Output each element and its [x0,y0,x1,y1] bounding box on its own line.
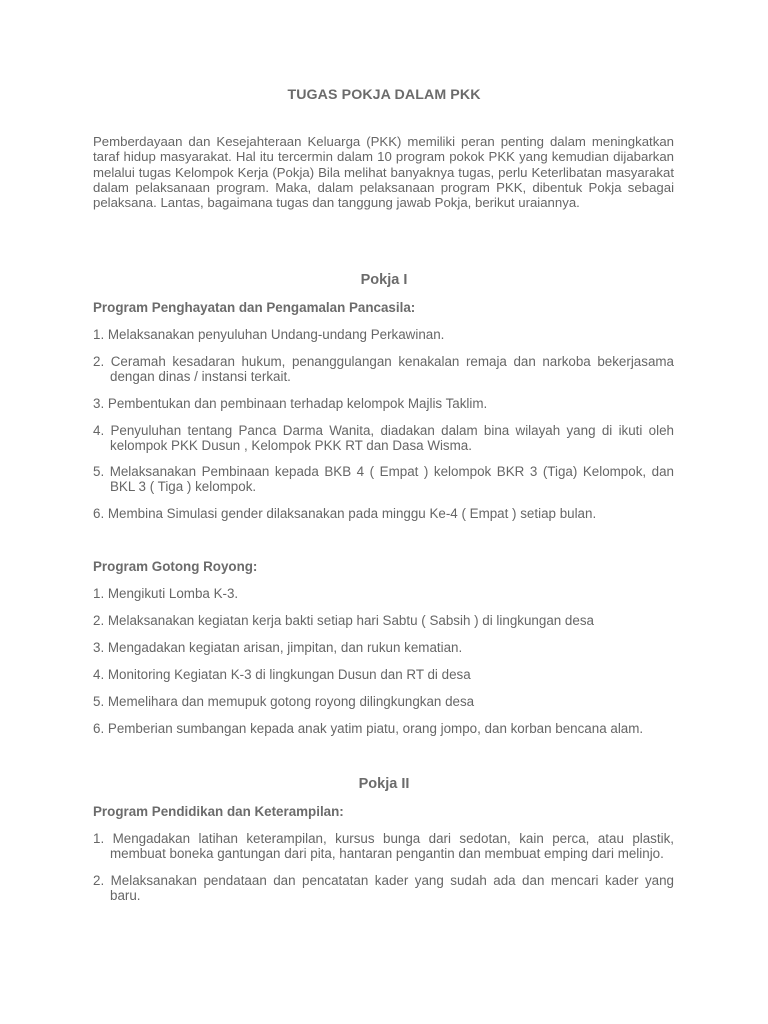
program-heading-gotong-royong: Program Gotong Royong: [93,559,258,574]
list-item: 4. Monitoring Kegiatan K-3 di lingkungan Dusun dan RT di desa [93,667,471,682]
list-item: 2. Melaksanakan kegiatan kerja bakti setiap hari Sabtu ( Sabsih ) di lingkungan desa [93,613,594,628]
list-item: 2. Ceramah kesadaran hukum, penanggulangan kenakalan remaja dan narkoba bekerjasama dengan dinas / instansi terkait. [93,354,674,385]
list-item: 1. Melaksanakan penyuluhan Undang-undang Perkawinan. [93,327,445,342]
section-heading-pokja-1: Pokja I [360,272,408,288]
list-item: 4. Penyuluhan tentang Panca Darma Wanita, diadakan dalam bina wilayah yang di ikuti oleh kelompok PKK Dusun , Kelompok PKK RT dan Dasa Wisma. [93,423,674,454]
program-heading-pancasila: Program Penghayatan dan Pengamalan Pancasila: [93,300,416,315]
list-item: 2. Melaksanakan pendataan dan pencatatan kader yang sudah ada dan mencari kader yang baru. [93,873,674,904]
list-item: 5. Memelihara dan memupuk gotong royong dilingkungkan desa [93,694,475,709]
list-item: 1. Mengadakan latihan keterampilan, kursus bunga dari sedotan, kain perca, atau plastik, membuat boneka gantungan dari pita, hantaran pengantin dan membuat emping dari melinjo. [93,831,674,862]
program-heading-pendidikan: Program Pendidikan dan Keterampilan: [93,804,344,819]
document-title: TUGAS POKJA DALAM PKK [287,87,481,103]
section-heading-pokja-2: Pokja II [358,776,410,792]
list-item: 3. Mengadakan kegiatan arisan, jimpitan, dan rukun kematian. [93,640,463,655]
list-item: 1. Mengikuti Lomba K-3. [93,586,239,601]
intro-paragraph: Pemberdayaan dan Kesejahteraan Keluarga (PKK) memiliki peran penting dalam meningkatkan taraf hidup masyarakat. Hal itu tercermin dalam 10 program pokok PKK yang kemudian dijabarkan melalui tugas Kelompok Kerja (Pokja) Bila melihat banyaknya tugas, perlu Keterlibatan masyarakat dalam pelaksanaan program. Maka, dalam pelaksanaan program PKK, dibentuk Pokja sebagai pelaksana. Lantas, bagaimana tugas dan tanggung jawab Pokja, berikut uraiannya. [93,134,674,211]
list-item: 6. Pemberian sumbangan kepada anak yatim piatu, orang jompo, dan korban bencana alam. [93,721,644,736]
list-item: 3. Pembentukan dan pembinaan terhadap kelompok Majlis Taklim. [93,396,488,411]
list-item: 6. Membina Simulasi gender dilaksanakan pada minggu Ke-4 ( Empat ) setiap bulan. [93,506,597,521]
list-item: 5. Melaksanakan Pembinaan kepada BKB 4 ( Empat ) kelompok BKR 3 (Tiga) Kelompok, dan BKL 3 ( Tiga ) kelompok. [93,464,674,495]
